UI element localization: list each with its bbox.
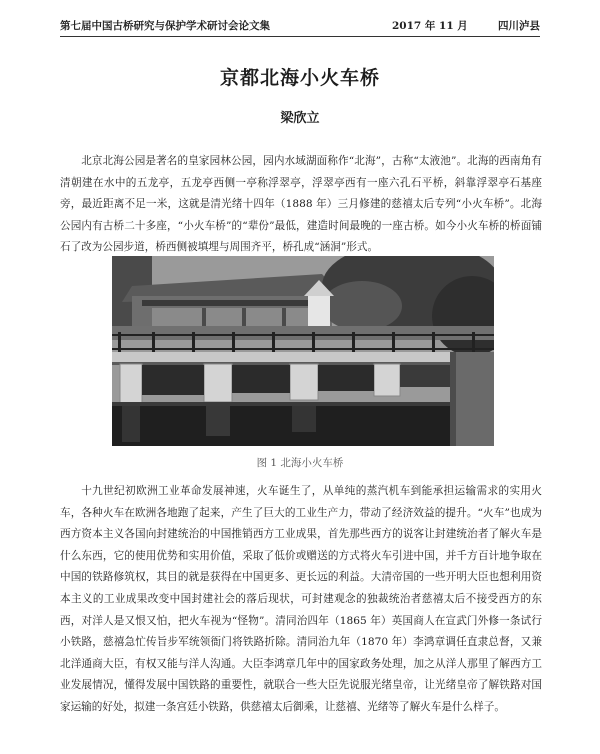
figure-bridge-photo bbox=[112, 256, 494, 446]
header-rule bbox=[60, 36, 540, 37]
article-title: 京都北海小火车桥 bbox=[219, 67, 380, 89]
header-date: 2017 年 11 月 bbox=[392, 20, 468, 32]
running-header bbox=[60, 14, 540, 34]
figure-caption: 图 1 北海小火车桥 bbox=[256, 457, 344, 469]
header-proceedings-title: 第七届中国古桥研究与保护学术研讨会论文集 bbox=[60, 20, 270, 32]
article-author: 梁欣立 bbox=[280, 111, 320, 126]
header-location: 四川泸县 bbox=[498, 20, 540, 32]
paragraph-history: 十九世纪初欧洲工业革命发展神速，火车诞生了，从单纯的蒸汽机车到能承担运输需求的实用火车，各种火车在欧洲各地跑了起来，产生了巨大的工业生产力，带动了经济效益的提升。“火车”也成为西方资本主义各国向封建统治的中国推销西方工业成果，首先那些西方的说客让封建统治者了解火车是什么东西，它的使用优势和实用价值，采取了低价或赠送的方式将火车引进中国，并千方百计地争取在中国的铁路修筑权，其目的就是获得在中国更多、更长远的利益。大清帝国的一些开明大臣也想利用资本主义的工业成果改变中国封建社会的落后现状，可封建观念的独裁统治者慈禧太后不接受西方的东西，对洋人是又恨又怕，把火车视为“怪物”。清同治四年（1865 年）英国商人在宣武门外修一条试行小铁路，慈禧急忙传旨步军统领衙门将铁路折除。清同治九年（1870 年）李鸿章调任直隶总督，又兼北洋通商大臣，有权又能与洋人沟通。大臣李鸿章几年中的国家政务处理，加之从洋人那里了解西方工业发展情况，懂得发展中国铁路的重要性，就联合一些大臣先说服光绪皇帝，让光绪皇帝了解铁路对国家运输的好处，拟建一条宫廷小铁路，供慈禧太后御乘，让慈禧、光绪等了解火车是什么样子。 bbox=[60, 485, 542, 713]
bridge-photo-illustration bbox=[112, 256, 494, 446]
paragraph-intro: 北京北海公园是著名的皇家园林公园，园内水域湖面称作“北海”，古称“太液池”。北海的西南角有清朝建在水中的五龙亭，五龙亭西侧一亭称浮翠亭，浮翠亭西有一座六孔石平桥，斜靠浮翠亭石基座旁，最近距离不足一米，这就是清光绪十四年（1888 年）三月修建的慈禧太后专列“小火车桥”。北海公园内有古桥二十多座，“小火车桥”的“辈份”最低，建造时间最晚的一座古桥。如今小火车桥的桥面铺石了改为公园步道，桥西侧被填埋与周围齐平，桥孔成“涵洞”形式。 bbox=[60, 155, 542, 254]
